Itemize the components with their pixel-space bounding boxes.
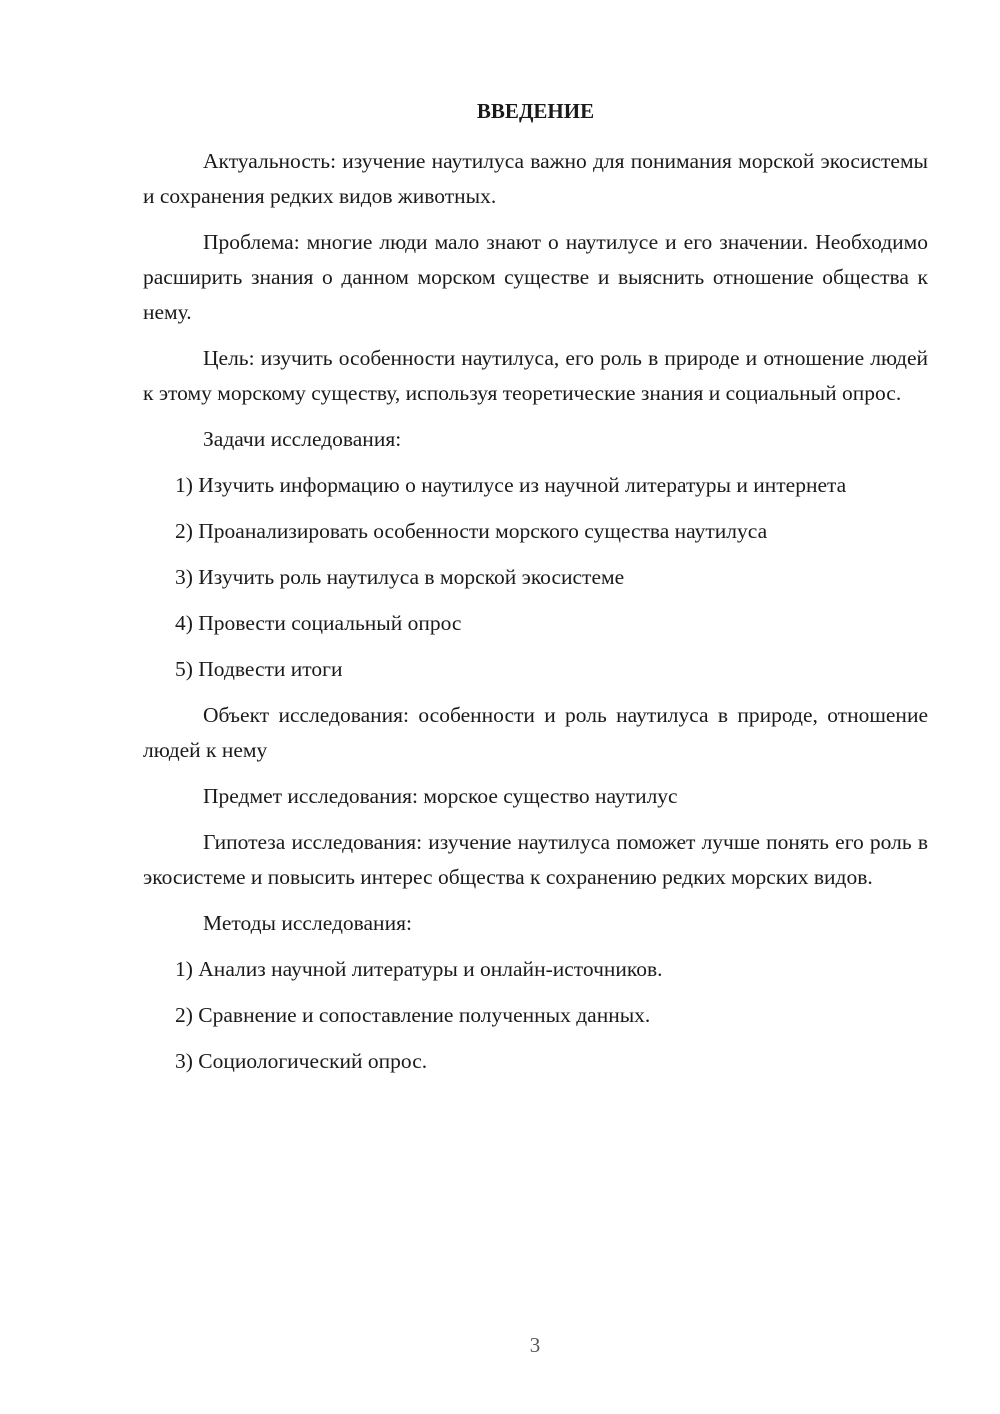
task-item-3: 3) Изучить роль наутилуса в морской экосистеме bbox=[175, 565, 625, 589]
task-item-1: 1) Изучить информацию о наутилусе из научной литературы и интернета bbox=[175, 473, 847, 497]
page-number: 3 bbox=[529, 1333, 541, 1357]
task-item-5: 5) Подвести итоги bbox=[175, 657, 343, 681]
hypothesis-paragraph: Гипотеза исследования: изучение наутилуса поможет лучше понять его роль в экосистеме и повысить интерес общества к сохранению редких морских видов. bbox=[143, 830, 928, 889]
subject-paragraph: Предмет исследования: морское существо наутилус bbox=[203, 784, 678, 808]
method-item-2: 2) Сравнение и сопоставление полученных данных. bbox=[175, 1003, 651, 1027]
page-title: ВВЕДЕНИЕ bbox=[476, 99, 595, 123]
methods-heading: Методы исследования: bbox=[203, 911, 412, 935]
object-paragraph: Объект исследования: особенности и роль наутилуса в природе, отношение людей к нему bbox=[143, 703, 928, 762]
method-item-3: 3) Социологический опрос. bbox=[175, 1049, 428, 1073]
document-page bbox=[143, 96, 928, 1090]
method-item-1: 1) Анализ научной литературы и онлайн-источников. bbox=[175, 957, 663, 981]
relevance-paragraph: Актуальность: изучение наутилуса важно для понимания морской экосистемы и сохранения редких видов животных. bbox=[143, 149, 928, 208]
task-item-2: 2) Проанализировать особенности морского существа наутилуса bbox=[175, 519, 768, 543]
goal-paragraph: Цель: изучить особенности наутилуса, его роль в природе и отношение людей к этому морскому существу, используя теоретические знания и социальный опрос. bbox=[143, 346, 928, 405]
task-item-4: 4) Провести социальный опрос bbox=[175, 611, 462, 635]
tasks-heading: Задачи исследования: bbox=[203, 427, 402, 451]
problem-paragraph: Проблема: многие люди мало знают о наутилусе и его значении. Необходимо расширить знания о данном морском существе и выяснить отношение общества к нему. bbox=[143, 230, 928, 324]
